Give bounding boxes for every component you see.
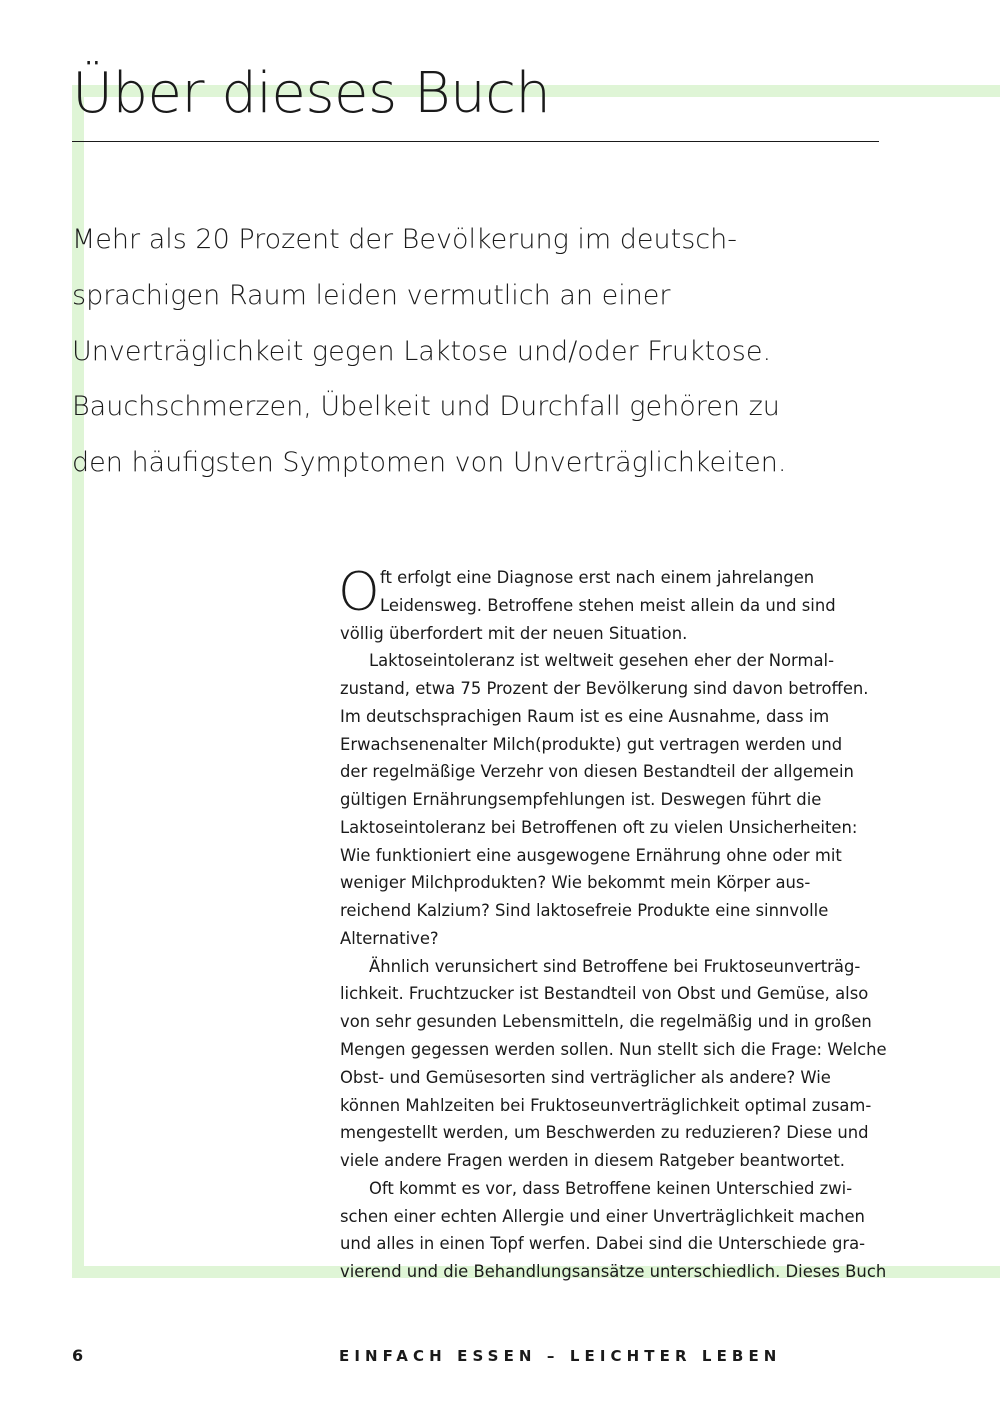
intro-line: sprachigen Raum leiden vermutlich an einer xyxy=(72,279,671,311)
body-line: Obst- und Gemüsesorten sind verträglicher als andere? Wie xyxy=(340,1067,831,1087)
page-title: Über dieses Buch xyxy=(72,61,551,126)
body-line: Im deutschsprachigen Raum ist es eine Ausnahme, dass im xyxy=(340,706,830,726)
body-line: von sehr gesunden Lebensmitteln, die regelmäßig und in großen xyxy=(340,1012,872,1032)
body-line: Alternative? xyxy=(340,928,439,948)
body-line: Wie funktioniert eine ausgewogene Ernährung ohne oder mit xyxy=(340,845,842,865)
body-line: Leidensweg. Betroffene stehen meist allein da und sind xyxy=(380,595,836,615)
body-line: Oft kommt es vor, dass Betroffene keinen Unterschied zwi- xyxy=(369,1178,853,1198)
body-line: schen einer echten Allergie und einer Unverträglichkeit machen xyxy=(340,1206,865,1226)
drop-cap: O xyxy=(338,562,380,623)
body-line: viele andere Fragen werden in diesem Ratgeber beantwortet. xyxy=(340,1151,845,1171)
intro-line: Unverträglichkeit gegen Laktose und/oder Fruktose. xyxy=(72,335,772,367)
title-divider xyxy=(72,141,879,142)
intro-line: Mehr als 20 Prozent der Bevölkerung im deutsch- xyxy=(72,224,737,255)
body-line: vierend und die Behandlungsansätze unterschiedlich. Dieses Buch xyxy=(340,1262,887,1282)
body-line: Erwachsenenalter Milch(produkte) gut vertragen werden und xyxy=(340,734,843,754)
body-line: können Mahlzeiten bei Fruktoseunverträglichkeit optimal zusam- xyxy=(340,1095,872,1115)
body-line: Mengen gegessen werden sollen. Nun stellt sich die Frage: Welche xyxy=(340,1040,887,1060)
intro-line: Bauchschmerzen, Übelkeit und Durchfall gehören zu xyxy=(72,391,780,423)
body-line: zustand, etwa 75 Prozent der Bevölkerung sind davon betroffen. xyxy=(340,679,869,699)
body-line: völlig überfordert mit der neuen Situation. xyxy=(340,623,688,643)
body-line: ft erfolgt eine Diagnose erst nach einem jahrelangen xyxy=(380,568,815,587)
intro-paragraph xyxy=(72,212,872,491)
running-footer-title: EINFACH ESSEN – LEICHTER LEBEN xyxy=(339,1347,782,1365)
body-text xyxy=(338,562,887,1286)
body-line: reichend Kalzium? Sind laktosefreie Produkte eine sinnvolle xyxy=(340,901,829,921)
body-line: Laktoseintoleranz bei Betroffenen oft zu vielen Unsicherheiten: xyxy=(340,817,858,837)
intro-line: den häufigsten Symptomen von Unverträglichkeiten. xyxy=(72,447,787,479)
body-line: der regelmäßige Verzehr von diesen Bestandteil der allgemein xyxy=(340,762,854,782)
body-line: Ähnlich verunsichert sind Betroffene bei Fruktoseunverträg- xyxy=(369,956,861,976)
body-line: gültigen Ernährungsempfehlungen ist. Deswegen führt die xyxy=(340,790,822,810)
body-line: und alles in einen Topf werfen. Dabei sind die Unterschiede gra- xyxy=(340,1234,866,1254)
body-line: weniger Milchprodukten? Wie bekommt mein Körper aus- xyxy=(340,873,811,893)
body-line: lichkeit. Fruchtzucker ist Bestandteil von Obst und Gemüse, also xyxy=(340,984,869,1004)
body-line: mengestellt werden, um Beschwerden zu reduzieren? Diese und xyxy=(340,1123,869,1143)
body-line: Laktoseintoleranz ist weltweit gesehen eher der Normal- xyxy=(369,651,834,671)
page-number: 6 xyxy=(72,1346,84,1365)
